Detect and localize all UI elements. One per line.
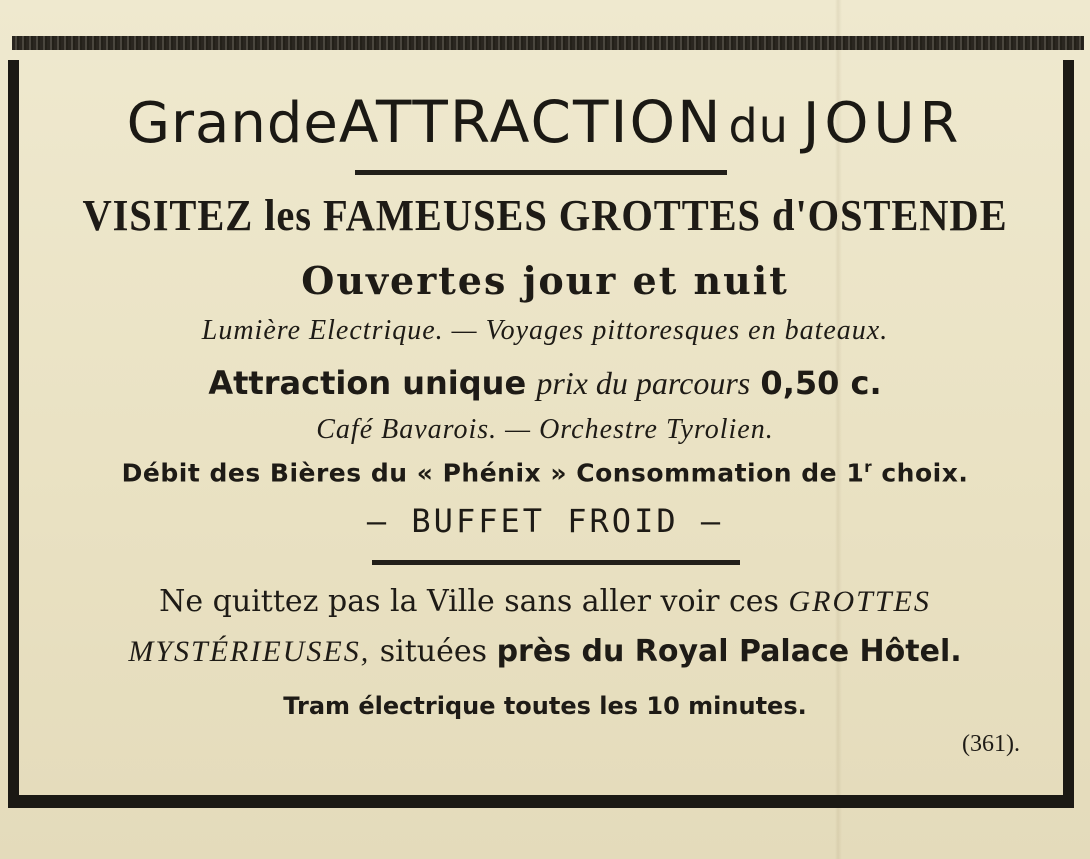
top-border-rule bbox=[12, 36, 1084, 50]
headline-jour: JOUR bbox=[802, 91, 964, 156]
royal-palace-text: près du Royal Palace Hôtel. bbox=[496, 634, 962, 669]
unique-attraction-text: Attraction unique bbox=[208, 364, 527, 402]
visitez-line: VISITEZ les FAMEUSES GROTTES d'OSTENDE bbox=[82, 191, 1008, 240]
tram-line: Tram électrique toutes les 10 minutes. bbox=[283, 692, 807, 720]
beer-line bbox=[0, 458, 1090, 487]
divider-rule-top bbox=[355, 170, 727, 175]
cafe-orchestra-line: Café Bavarois. — Orchestre Tyrolien. bbox=[316, 414, 774, 445]
buffet-line: — BUFFET FROID — bbox=[366, 502, 724, 540]
mysterious-word: MYSTÉRIEUSES, bbox=[128, 635, 371, 668]
lighting-boats-line: Lumière Electrique. — Voyages pittoresques en bateaux. bbox=[201, 315, 889, 346]
location-line bbox=[0, 634, 1090, 669]
situated-word: situées bbox=[379, 634, 488, 669]
divider-rule-bottom bbox=[372, 560, 740, 565]
price-line bbox=[0, 364, 1090, 402]
price-label: prix du parcours bbox=[536, 365, 751, 401]
headline-attraction: ATTRACTION bbox=[338, 88, 723, 156]
headline-grande: Grande bbox=[126, 91, 339, 156]
do-not-leave-line bbox=[0, 584, 1090, 619]
opening-hours-line: Ouvertes jour et nuit bbox=[301, 258, 789, 303]
grottes-word: GROTTES bbox=[788, 585, 931, 618]
headline-du: du bbox=[728, 99, 789, 153]
reference-number: (361). bbox=[962, 731, 1020, 757]
beer-superscript: r bbox=[864, 458, 873, 476]
headline bbox=[0, 88, 1090, 156]
beer-text: Débit des Bières du « Phénix » Consommation de 1 bbox=[121, 458, 865, 488]
do-not-leave-text: Ne quittez pas la Ville sans aller voir ces bbox=[159, 584, 779, 619]
price-value: 0,50 c. bbox=[760, 364, 882, 402]
beer-text-end: choix. bbox=[872, 458, 969, 488]
